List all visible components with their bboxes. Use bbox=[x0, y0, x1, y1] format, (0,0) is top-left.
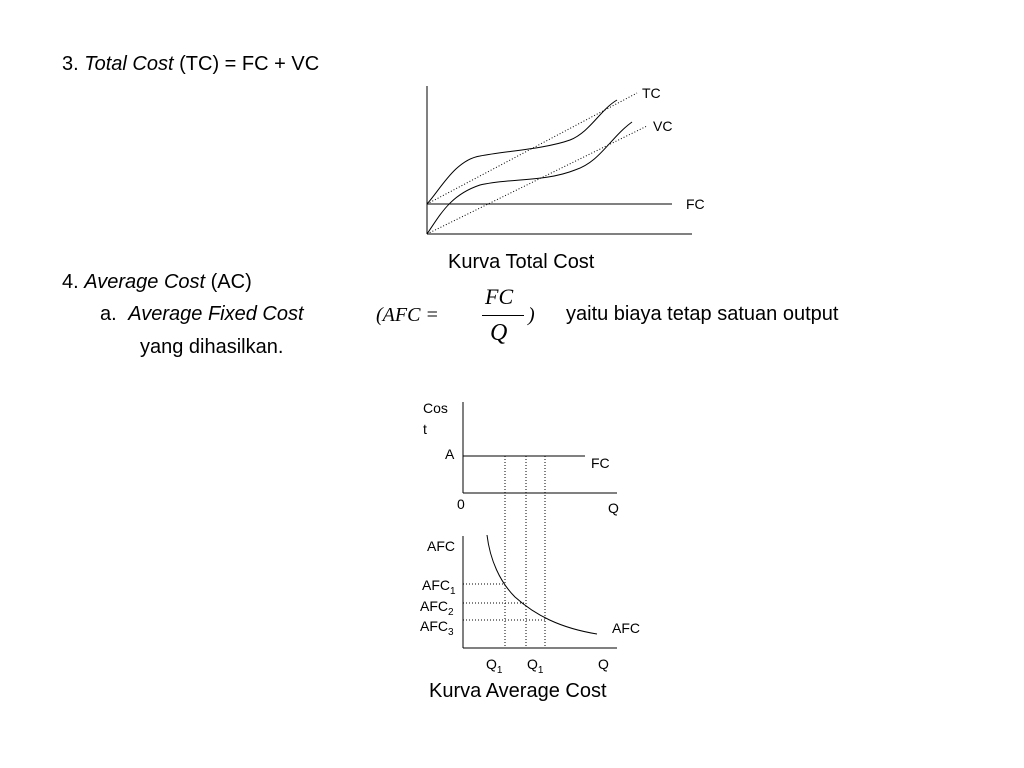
afc-formula-denominator: Q bbox=[490, 320, 508, 346]
cost-label-line2: t bbox=[423, 421, 427, 437]
section-4-number: 4. bbox=[62, 271, 79, 293]
total-cost-caption: Kurva Total Cost bbox=[448, 251, 595, 273]
afc-top-panel bbox=[463, 402, 617, 493]
vc-label: VC bbox=[653, 118, 673, 134]
section-4-rest: (AC) bbox=[210, 271, 252, 293]
top-fc-label: FC bbox=[591, 455, 610, 471]
section-3-formula: (TC) = FC + VC bbox=[179, 53, 320, 75]
item-a-description-1: yaitu biaya tetap satuan output bbox=[566, 303, 839, 325]
q1-label-a: $Q_1$ bbox=[486, 656, 503, 676]
section-4-heading bbox=[62, 270, 252, 294]
origin-label: 0 bbox=[457, 496, 465, 512]
afc-bottom-panel bbox=[463, 456, 617, 648]
top-q-label: Q bbox=[608, 500, 619, 516]
afc-formula-open: (AFC = bbox=[376, 304, 439, 326]
q1-label-b: $Q_1$ bbox=[527, 656, 544, 676]
vc-curve bbox=[427, 122, 632, 234]
a-label: A bbox=[445, 446, 455, 462]
bottom-q-label: Q bbox=[598, 656, 609, 672]
section-3-term: Total Cost bbox=[84, 53, 174, 75]
afc-formula-close: ) bbox=[528, 304, 535, 326]
afc1-label: $AFC_1$ bbox=[422, 577, 456, 597]
afc-curve-label: AFC bbox=[612, 620, 640, 636]
afc-formula-numerator: FC bbox=[485, 284, 514, 309]
afc2-label: $AFC_2$ bbox=[420, 598, 454, 618]
afc3-label: $AFC_3$ bbox=[420, 618, 454, 638]
item-a-prefix: a. bbox=[100, 303, 117, 325]
vc-tangent-line bbox=[427, 126, 647, 234]
tc-curve bbox=[427, 100, 617, 204]
item-a-heading bbox=[100, 302, 304, 326]
average-cost-caption: Kurva Average Cost bbox=[429, 680, 607, 702]
afc-fraction-bar bbox=[482, 315, 524, 316]
bottom-y-label: AFC bbox=[427, 538, 455, 554]
section-4-term: Average Cost bbox=[84, 271, 206, 293]
item-a-description-2: yang dihasilkan. bbox=[140, 336, 284, 358]
total-cost-chart bbox=[427, 86, 692, 234]
tc-label: TC bbox=[642, 85, 661, 101]
item-a-term: Average Fixed Cost bbox=[128, 303, 304, 325]
section-3-number: 3. bbox=[62, 53, 79, 75]
fc-label: FC bbox=[686, 196, 705, 212]
afc-curve bbox=[487, 535, 597, 634]
cost-label-line1: Cos bbox=[423, 400, 448, 416]
